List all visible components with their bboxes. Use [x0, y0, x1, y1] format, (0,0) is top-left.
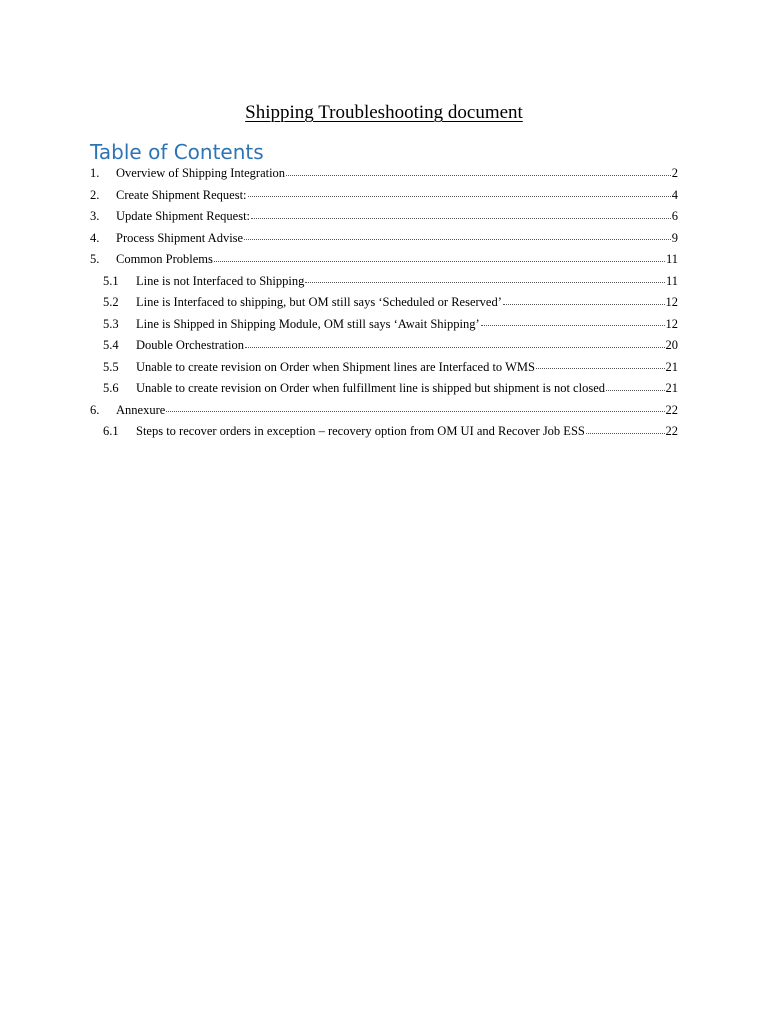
toc-entry[interactable]	[90, 271, 678, 293]
toc-entry-title: Line is Interfaced to shipping, but OM still says ‘Scheduled or Reserved’	[136, 295, 502, 309]
toc-entry[interactable]	[90, 357, 678, 379]
toc-entry-number: 5.3	[103, 316, 119, 331]
toc-entry[interactable]	[90, 206, 678, 228]
toc-dot-leader	[305, 281, 665, 283]
toc-dot-leader	[286, 174, 671, 176]
toc-entry-page: 22	[665, 402, 678, 417]
toc-entry-title: Update Shipment Request:	[116, 209, 251, 223]
toc-dot-leader	[606, 389, 665, 391]
toc-entry[interactable]	[90, 185, 678, 207]
toc-entry-page: 11	[665, 273, 678, 288]
toc-entry-number: 6.1	[103, 424, 119, 438]
toc-dot-leader	[586, 432, 665, 434]
toc-entry-title: Overview of Shipping Integration	[116, 166, 286, 180]
toc-entry[interactable]	[90, 314, 678, 336]
toc-entry-title: Common Problems	[116, 252, 213, 266]
toc-entry-page: 2	[671, 166, 678, 180]
toc-dot-leader	[244, 238, 671, 240]
toc-entry-number: 2.	[90, 187, 100, 202]
toc-entry-number: 6.	[90, 402, 100, 417]
toc-entry-title: Double Orchestration	[136, 338, 244, 352]
toc-entry-page: 4	[671, 187, 678, 202]
toc-entry-page: 12	[665, 295, 678, 309]
toc-entry[interactable]	[90, 421, 678, 443]
toc-entry-number: 5.5	[103, 359, 119, 374]
toc-dot-leader	[251, 217, 671, 219]
toc-entry-title: Annexure	[116, 402, 166, 417]
document-title: Shipping Troubleshooting document	[245, 102, 523, 123]
toc-entry-title: Unable to create revision on Order when fulfillment line is shipped but shipment is not closed	[136, 381, 605, 395]
toc-entry-page: 22	[665, 424, 678, 438]
toc-entry[interactable]	[90, 163, 678, 185]
toc-entry-page: 12	[665, 316, 678, 331]
toc-entry-title: Process Shipment Advise	[116, 230, 244, 245]
toc-entry-page: 9	[671, 230, 678, 245]
toc-entry[interactable]	[90, 335, 678, 357]
toc-entry-number: 5.1	[103, 273, 119, 288]
toc-entry-page: 20	[665, 338, 678, 352]
toc-entry[interactable]	[90, 378, 678, 400]
toc-entry-title: Unable to create revision on Order when Shipment lines are Interfaced to WMS	[136, 359, 535, 374]
toc-dot-leader	[248, 195, 671, 197]
toc-dot-leader	[481, 324, 665, 326]
table-of-contents	[90, 163, 678, 443]
toc-entry[interactable]	[90, 249, 678, 271]
toc-entry-title: Steps to recover orders in exception – recovery option from OM UI and Recover Job ESS	[136, 424, 585, 438]
toc-entry-title: Line is Shipped in Shipping Module, OM still says ‘Await Shipping’	[136, 316, 480, 331]
toc-entry-number: 5.2	[103, 295, 119, 309]
toc-entry-page: 11	[665, 252, 678, 266]
toc-dot-leader	[536, 367, 665, 369]
toc-entry-page: 21	[665, 381, 678, 395]
toc-dot-leader	[245, 346, 665, 348]
toc-entry[interactable]	[90, 228, 678, 250]
toc-dot-leader	[503, 303, 665, 305]
toc-entry[interactable]	[90, 292, 678, 314]
toc-entry-number: 3.	[90, 209, 100, 223]
toc-entry-title: Create Shipment Request:	[116, 187, 247, 202]
toc-entry-number: 4.	[90, 230, 100, 245]
toc-entry-page: 21	[665, 359, 678, 374]
toc-entry[interactable]	[90, 400, 678, 422]
toc-heading: Table of Contents	[90, 140, 264, 164]
toc-entry-title: Line is not Interfaced to Shipping	[136, 273, 305, 288]
toc-entry-number: 5.	[90, 252, 100, 266]
toc-entry-number: 1.	[90, 166, 100, 180]
toc-dot-leader	[166, 410, 664, 412]
toc-entry-number: 5.6	[103, 381, 119, 395]
toc-dot-leader	[214, 260, 665, 262]
toc-entry-page: 6	[671, 209, 678, 223]
toc-entry-number: 5.4	[103, 338, 119, 352]
